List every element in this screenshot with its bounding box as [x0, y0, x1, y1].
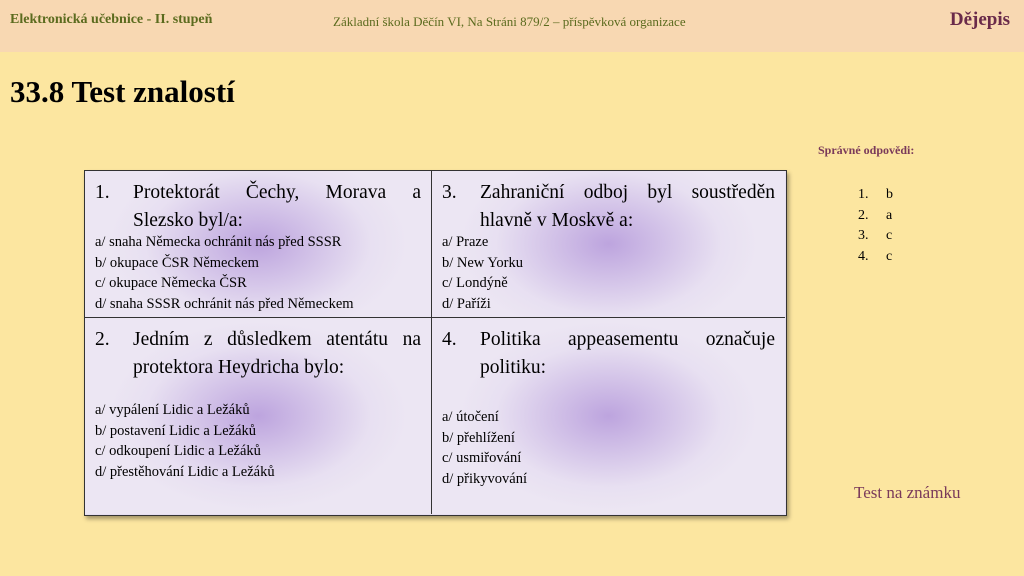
answer-item: 1. b	[858, 187, 893, 202]
option: d/ přikyvování	[442, 470, 527, 487]
subject-label: Dějepis	[949, 9, 1010, 30]
question-2: 2. Jedním z důsledkem atentátu na protektora Heydricha bylo:	[95, 329, 421, 378]
answer-item: 3. c	[858, 228, 893, 243]
school-label: Základní škola Děčín VI, Na Stráni 879/2 – příspěvková organizace	[333, 14, 686, 29]
graded-test-link[interactable]: Test na známku	[854, 483, 961, 502]
option: b/ postavení Lidic a Ležáků	[95, 422, 257, 439]
option: a/ útočení	[442, 409, 499, 425]
option: c/ odkoupení Lidic a Ležáků	[95, 443, 261, 459]
question-cell-3	[432, 171, 785, 318]
question-cell-4	[432, 318, 785, 514]
option: a/ snaha Německa ochránit nás před SSSR	[95, 234, 342, 250]
question-cell-2	[85, 318, 432, 514]
answer-item: 4. c	[858, 248, 893, 264]
option: d/ snaha SSSR ochránit nás před Německem	[95, 295, 354, 312]
question-4: 4. Politika appeasementu označuje politiku:	[442, 329, 775, 378]
answer-item: 2. a	[858, 207, 893, 223]
question-2-options	[95, 400, 275, 482]
option: d/ Paříži	[442, 295, 491, 312]
option: c/ Londýně	[442, 275, 508, 291]
page-title: 33.8 Test znalostí	[10, 74, 235, 109]
option: d/ přestěhování Lidic a Ležáků	[95, 463, 275, 480]
option: a/ vypálení Lidic a Ležáků	[95, 402, 250, 418]
option: b/ New Yorku	[442, 254, 523, 271]
question-1-options	[95, 232, 354, 314]
option: a/ Praze	[442, 234, 489, 250]
option: c/ usmiřování	[442, 450, 522, 466]
option: b/ okupace ČSR Německem	[95, 254, 259, 271]
question-1: 1. Protektorát Čechy, Morava a Slezsko byl/a:	[95, 182, 421, 231]
question-cell-1	[85, 171, 432, 318]
question-3-options	[442, 232, 523, 314]
option: b/ přehlížení	[442, 429, 515, 446]
question-4-options	[442, 407, 527, 489]
question-3: 3. Zahraniční odboj byl soustředěn hlavně v Moskvě a:	[442, 182, 775, 231]
answers-title: Správné odpovědi:	[818, 143, 915, 157]
textbook-label: Elektronická učebnice - II. stupeň	[10, 12, 213, 27]
question-table	[84, 170, 787, 516]
header-bar	[0, 0, 1024, 52]
option: c/ okupace Německa ČSR	[95, 275, 247, 291]
answers-list	[858, 187, 893, 269]
